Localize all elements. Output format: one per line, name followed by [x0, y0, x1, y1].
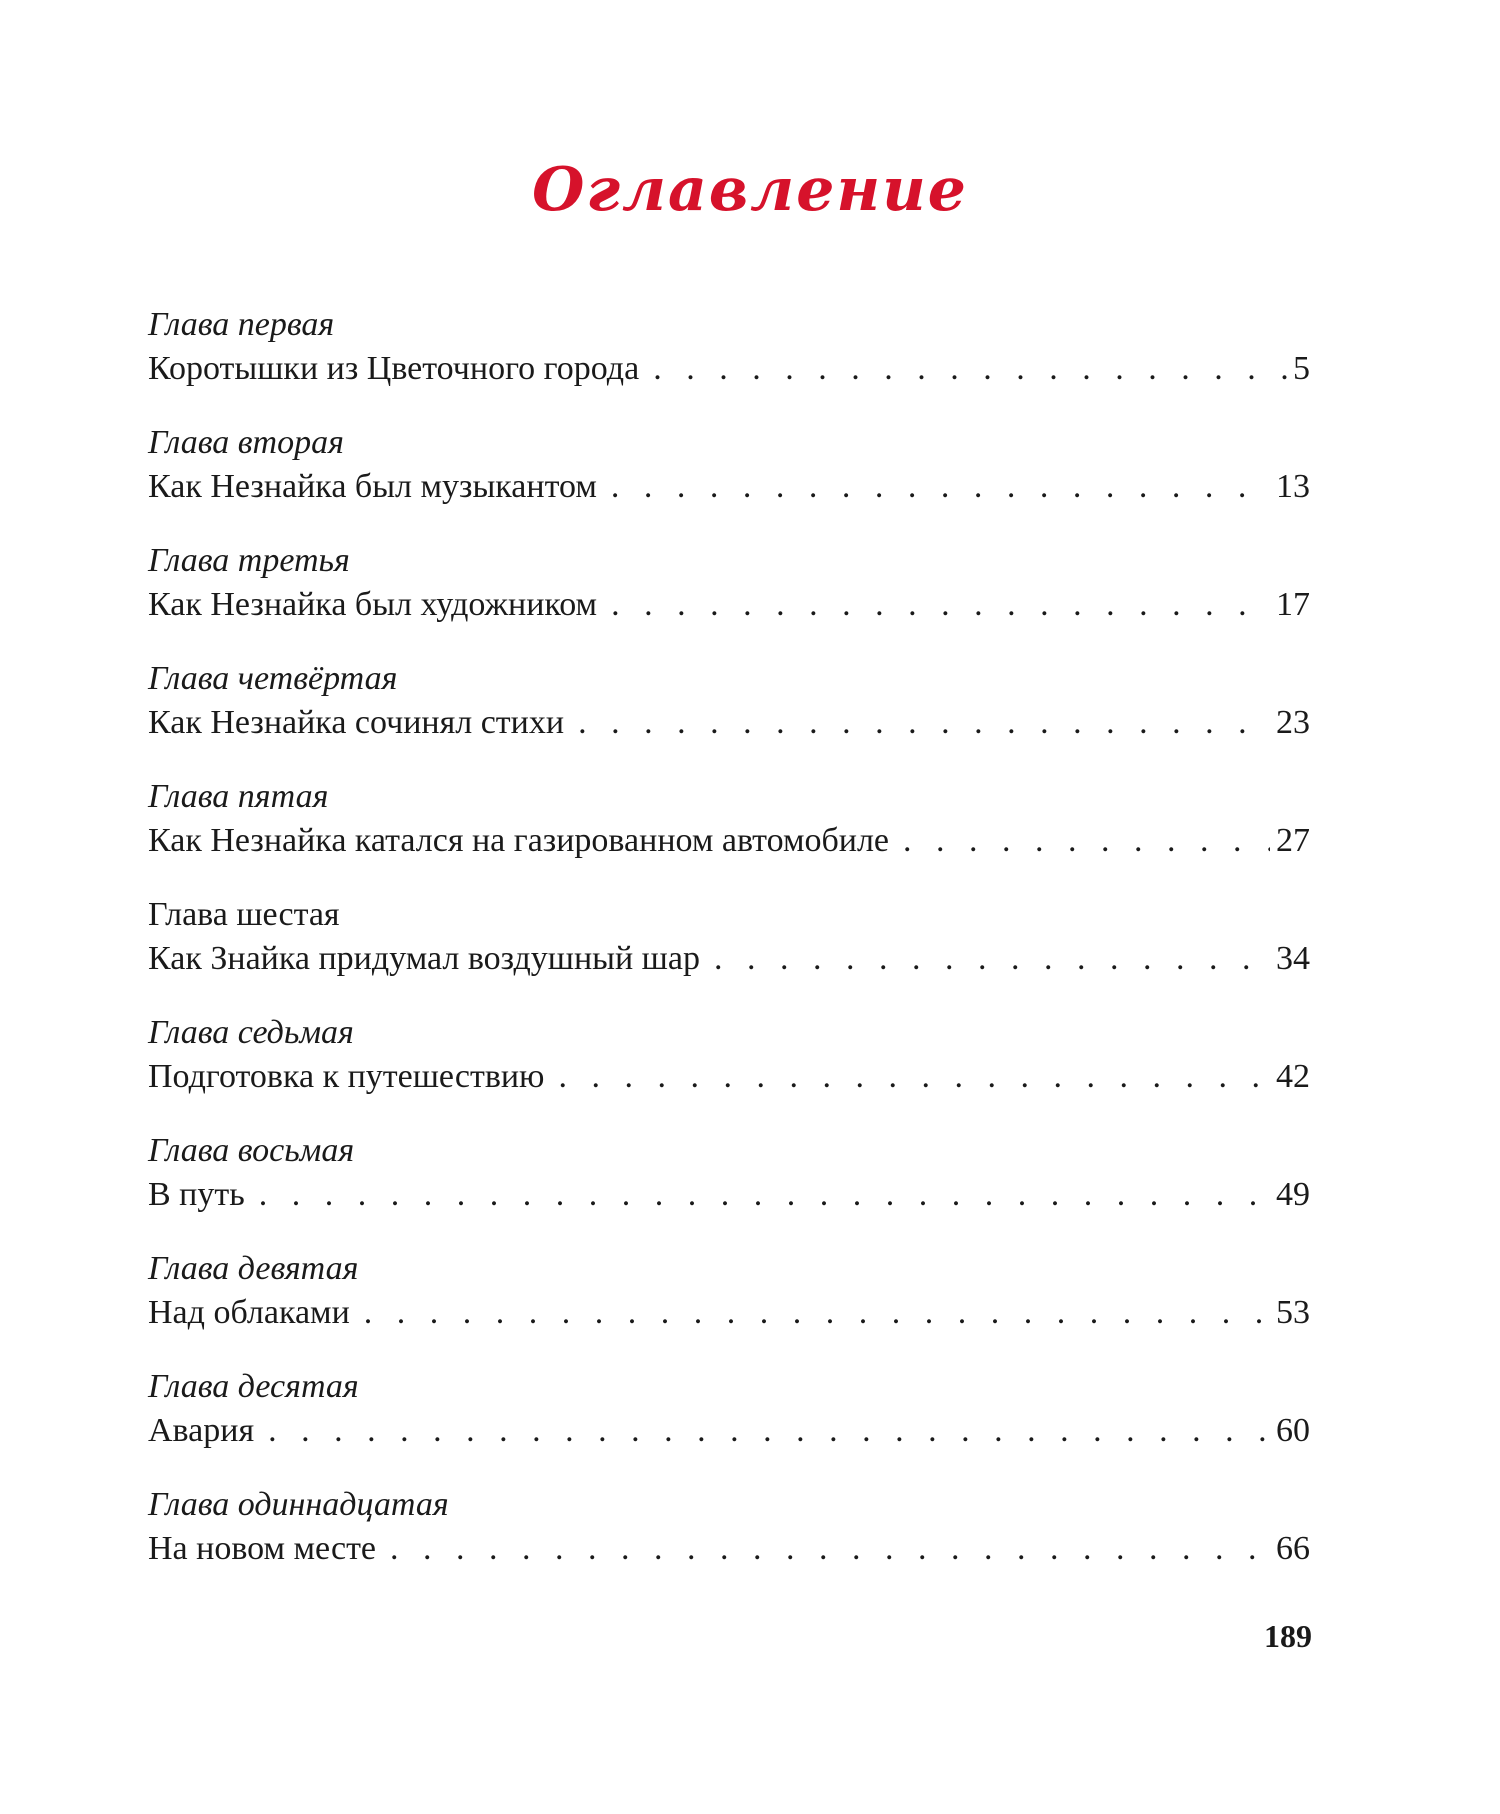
page-number: 49 — [1276, 1176, 1310, 1213]
toc-title-row — [148, 1173, 1310, 1217]
chapter-title: Авария — [148, 1412, 255, 1449]
chapter-title: Как Незнайка катался на газированном автомобиле — [148, 822, 890, 859]
chapter-label: Глава вторая — [148, 424, 344, 461]
toc-title-row — [148, 937, 1310, 981]
page-number: 27 — [1276, 822, 1310, 859]
chapter-title: Коротышки из Цветочного города — [148, 350, 640, 387]
dot-leader — [364, 1291, 1270, 1335]
dot-leader — [259, 1173, 1270, 1217]
table-of-contents — [148, 303, 1310, 1601]
dot-leader — [390, 1527, 1270, 1571]
chapter-label: Глава десятая — [148, 1368, 359, 1405]
chapter-label: Глава пятая — [148, 778, 329, 815]
dot-leader — [578, 701, 1270, 745]
dot-leader — [611, 583, 1270, 627]
chapter-title: На новом месте — [148, 1530, 377, 1567]
chapter-label: Глава одиннадцатая — [148, 1486, 449, 1523]
chapter-title: Подготовка к путешествию — [148, 1058, 545, 1095]
page-number: 42 — [1276, 1058, 1310, 1095]
toc-title-row — [148, 347, 1310, 391]
toc-title-row — [148, 701, 1310, 745]
page-number: 5 — [1293, 350, 1310, 387]
dot-leader — [903, 819, 1270, 863]
page-number: 53 — [1276, 1294, 1310, 1331]
chapter-label: Глава четвёртая — [148, 660, 398, 697]
chapter-title: Как Знайка придумал воздушный шар — [148, 940, 700, 977]
toc-entry-3[interactable] — [148, 539, 1310, 657]
chapter-label: Глава третья — [148, 542, 350, 579]
chapter-label: Глава шестая — [148, 896, 340, 933]
toc-title-row — [148, 1409, 1310, 1453]
toc-title-row — [148, 1527, 1310, 1571]
chapter-title: В путь — [148, 1176, 245, 1213]
toc-title-row — [148, 819, 1310, 863]
page-number: 13 — [1276, 468, 1310, 505]
toc-entry-11[interactable] — [148, 1483, 1310, 1601]
toc-title-row — [148, 1291, 1310, 1335]
toc-title-row — [148, 465, 1310, 509]
dot-leader — [611, 465, 1270, 509]
dot-leader — [558, 1055, 1270, 1099]
toc-entry-2[interactable] — [148, 421, 1310, 539]
chapter-title: Над облаками — [148, 1294, 350, 1331]
toc-entry-5[interactable] — [148, 775, 1310, 893]
toc-entry-10[interactable] — [148, 1365, 1310, 1483]
page-title: Оглавление — [532, 155, 968, 225]
toc-title-row — [148, 1055, 1310, 1099]
page-number: 23 — [1276, 704, 1310, 741]
toc-title-row — [148, 583, 1310, 627]
dot-leader — [268, 1409, 1270, 1453]
toc-entry-8[interactable] — [148, 1129, 1310, 1247]
folio-page-number: 189 — [1264, 1618, 1312, 1654]
chapter-label: Глава восьмая — [148, 1132, 355, 1169]
chapter-title: Как Незнайка был художником — [148, 586, 598, 623]
toc-entry-4[interactable] — [148, 657, 1310, 775]
toc-entry-6[interactable] — [148, 893, 1310, 1011]
page-number: 60 — [1276, 1412, 1310, 1449]
toc-entry-9[interactable] — [148, 1247, 1310, 1365]
page-number: 17 — [1276, 586, 1310, 623]
page-number: 34 — [1276, 940, 1310, 977]
page-number: 66 — [1276, 1530, 1310, 1567]
toc-entry-7[interactable] — [148, 1011, 1310, 1129]
chapter-label: Глава седьмая — [148, 1014, 354, 1051]
chapter-label: Глава девятая — [148, 1250, 359, 1287]
dot-leader — [653, 347, 1287, 391]
toc-entry-1[interactable] — [148, 303, 1310, 421]
dot-leader — [714, 937, 1270, 981]
chapter-title: Как Незнайка был музыкантом — [148, 468, 597, 505]
chapter-label: Глава первая — [148, 306, 335, 343]
chapter-title: Как Незнайка сочинял стихи — [148, 704, 565, 741]
